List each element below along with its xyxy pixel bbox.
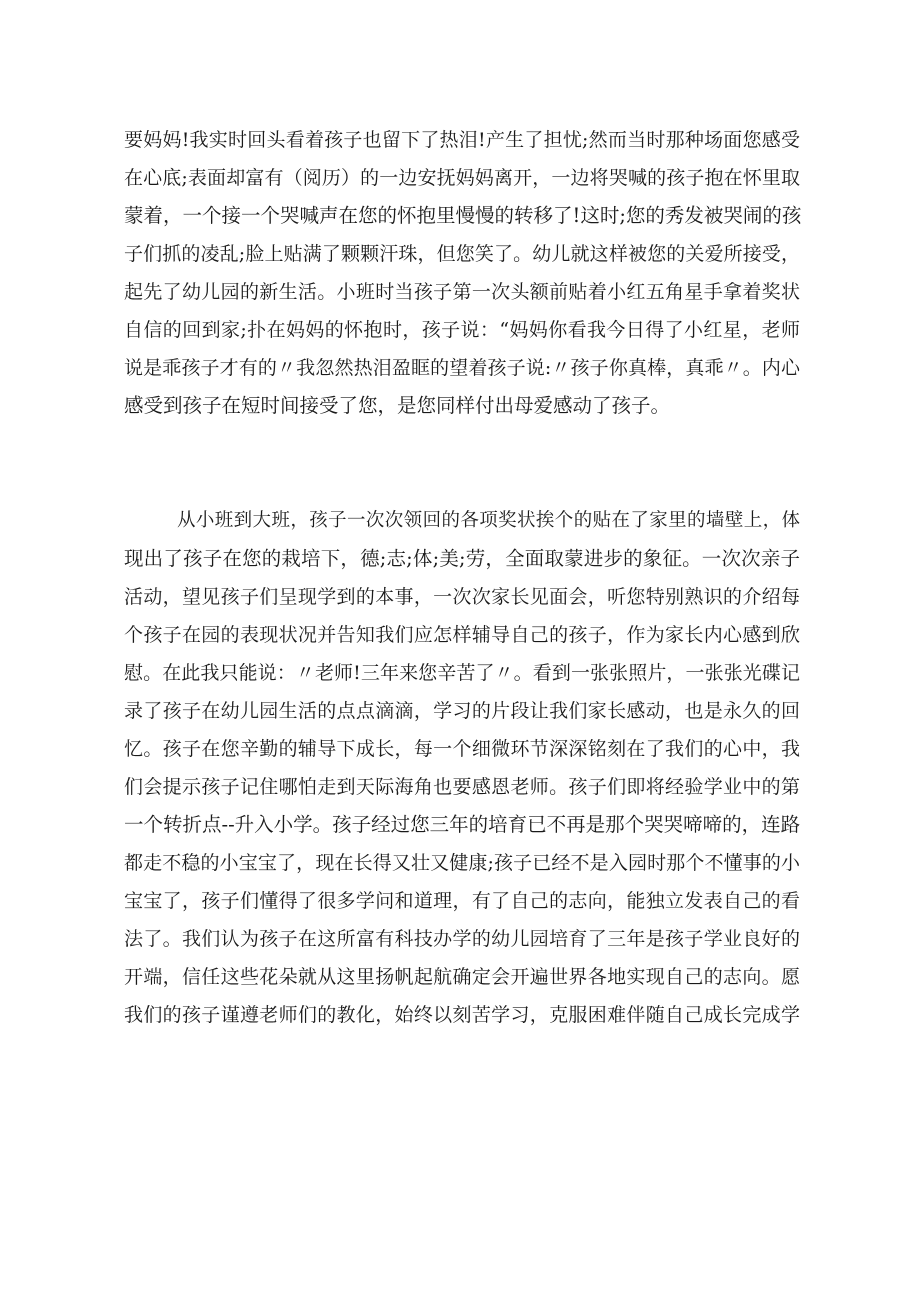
text-line: 宝宝了，孩子们懂得了很多学问和道理，有了自己的志向，能独立发表自己的看 (124, 890, 800, 912)
text-line: 忆。孩子在您辛勤的辅导下成长，每一个细微环节深深铭刻在了我们的心中，我 (124, 738, 800, 760)
text-line: 说是乖孩子才有的〃我忽然热泪盈眶的望着孩子说:〃孩子你真棒，真乖〃。内心 (124, 357, 800, 379)
text-line: 法了。我们认为孩子在这所富有科技办学的幼儿园培育了三年是孩子学业良好的 (124, 928, 800, 950)
text-line: 一个转折点--升入小学。孩子经过您三年的培育已不再是那个哭哭啼啼的，连路 (124, 813, 801, 836)
paragraph-2 (124, 502, 800, 1034)
text-line: 活动，望见孩子们呈现学到的本事，一次次家长见面会，听您特别熟识的介绍每 (124, 586, 800, 608)
text-line: 起先了幼儿园的新生活。小班时当孩子第一次头额前贴着小红五角星手拿着奖状 (124, 281, 800, 303)
text-line: 我们的孩子谨遵老师们的教化，始终以刻苦学习，克服困难伴随自己成长完成学 (124, 1004, 800, 1026)
text-line: 子们抓的凌乱;脸上贴满了颗颗汗珠，但您笑了。幼儿就这样被您的关爱所接受， (124, 243, 800, 265)
text-line: 要妈妈!我实时回头看着孩子也留下了热泪!产生了担忧;然而当时那种场面您感受 (124, 129, 800, 151)
text-line: 蒙着，一个接一个哭喊声在您的怀抱里慢慢的转移了!这时;您的秀发被哭闹的孩 (124, 204, 802, 227)
text-line: 开端，信任这些花朵就从这里扬帆起航确定会开遍世界各地实现自己的志向。愿 (124, 966, 800, 988)
paragraph-1 (124, 121, 800, 425)
text-line: 个孩子在园的表现状况并告知我们应怎样辅导自己的孩子，作为家长内心感到欣 (124, 624, 800, 646)
text-line: 从小班到大班，孩子一次次领回的各项奖状挨个的贴在了家里的墙壁上，体 (177, 510, 800, 531)
text-line: 在心底;表面却富有（阅历）的一边安抚妈妈离开，一边将哭喊的孩子抱在怀里取 (124, 167, 800, 189)
text-line: 感受到孩子在短时间接受了您，是您同样付出母爱感动了孩子。 (124, 394, 671, 417)
text-line: 现出了孩子在您的栽培下，德;志;体;美;劳，全面取蒙进步的象征。一次次亲子 (124, 547, 800, 570)
text-line: 慰。在此我只能说：〃老师!三年来您辛苦了〃。看到一张张照片，一张张光碟记 (124, 662, 800, 684)
text-line: 都走不稳的小宝宝了，现在长得又壮又健康;孩子已经不是入园时那个不懂事的小 (124, 852, 800, 874)
text-line: 自信的回到家;扑在妈妈的怀抱时，孩子说：“妈妈你看我今日得了小红星，老师 (124, 319, 800, 341)
text-line: 录了孩子在幼儿园生活的点点滴滴，学习的片段让我们家长感动，也是永久的回 (124, 700, 800, 722)
text-line: 们会提示孩子记住哪怕走到天际海角也要感恩老师。孩子们即将经验学业中的第 (124, 776, 800, 798)
